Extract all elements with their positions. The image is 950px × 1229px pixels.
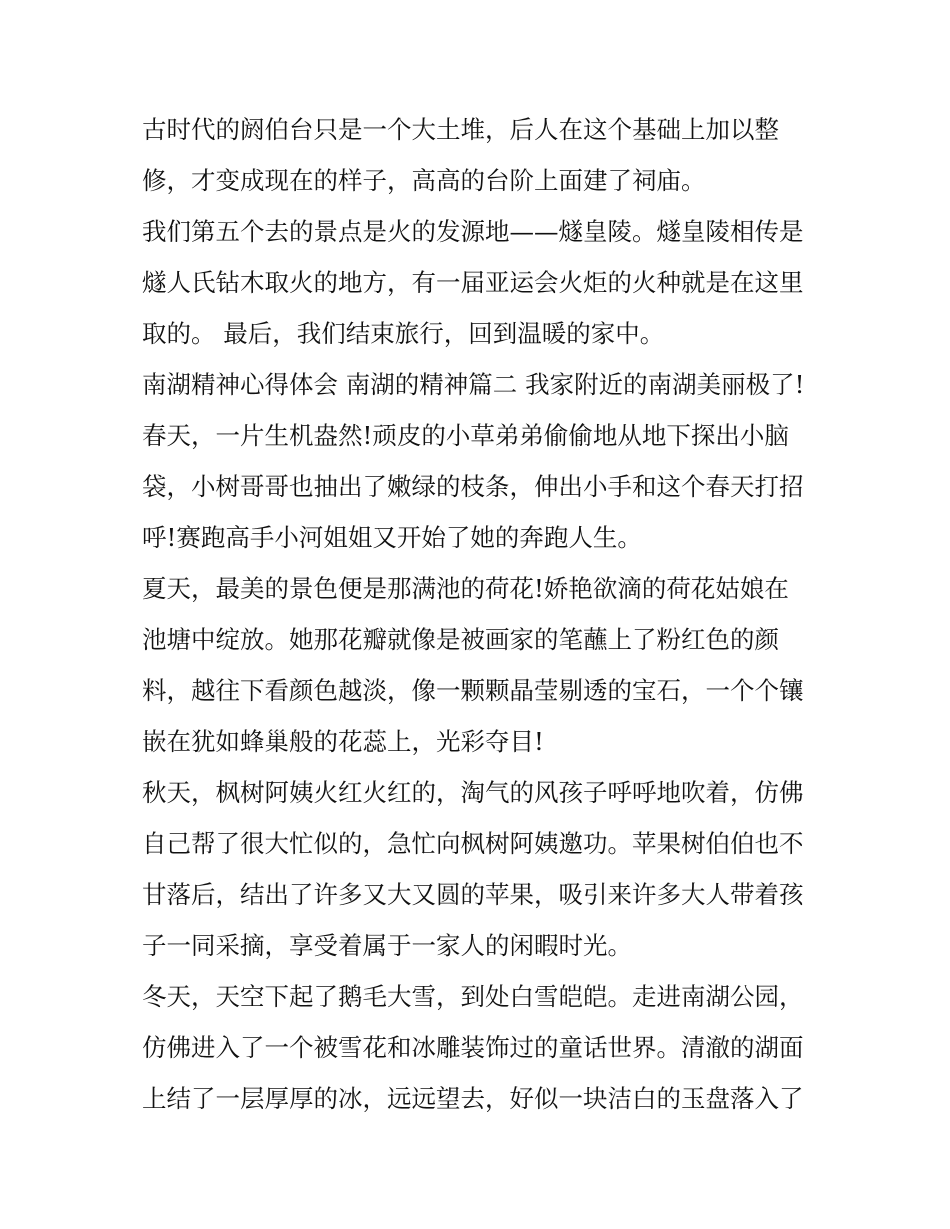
text-line: 呼!赛跑高手小河姐姐又开始了她的奔跑人生。: [142, 523, 642, 552]
text-line: 冬天，天空下起了鹅毛大雪，到处白雪皑皑。走进南湖公园，: [142, 982, 804, 1011]
text-line: 春天，一片生机盎然!顽皮的小草弟弟偷偷地从地下探出小脑: [142, 421, 789, 450]
text-line: 袋，小树哥哥也抽出了嫩绿的枝条，伸出小手和这个春天打招: [142, 472, 804, 501]
document-body: [142, 104, 822, 1124]
text-line: 燧人氏钻木取火的地方，有一届亚运会火炬的火种就是在这里: [142, 268, 804, 297]
text-line: 南湖精神心得体会 南湖的精神篇二 我家附近的南湖美丽极了!: [142, 370, 805, 399]
text-line: 取的。 最后，我们结束旅行，回到温暖的家中。: [142, 319, 665, 348]
text-line: 夏天，最美的景色便是那满池的荷花!娇艳欲滴的荷花姑娘在: [142, 574, 789, 603]
text-line: 我们第五个去的景点是火的发源地——燧皇陵。燧皇陵相传是: [142, 217, 804, 246]
text-line: 古时代的阏伯台只是一个大土堆，后人在这个基础上加以整: [142, 115, 779, 144]
text-line: 上结了一层厚厚的冰，远远望去，好似一块洁白的玉盘落入了: [142, 1084, 804, 1113]
text-line: 子一同采摘，享受着属于一家人的闲暇时光。: [142, 931, 632, 960]
text-line: 修，才变成现在的样子，高高的台阶上面建了祠庙。: [142, 166, 706, 195]
text-line: 秋天，枫树阿姨火红火红的，淘气的风孩子呼呼地吹着，仿佛: [142, 778, 804, 807]
text-line: 池塘中绽放。她那花瓣就像是被画家的笔蘸上了粉红色的颜: [142, 625, 779, 654]
text-line: 料，越往下看颜色越淡，像一颗颗晶莹剔透的宝石，一个个镶: [142, 676, 804, 705]
text-line: 仿佛进入了一个被雪花和冰雕装饰过的童话世界。清澈的湖面: [142, 1033, 804, 1062]
text-line: 甘落后，结出了许多又大又圆的苹果，吸引来许多大人带着孩: [142, 880, 804, 909]
text-line: 嵌在犹如蜂巢般的花蕊上，光彩夺目!: [142, 727, 544, 756]
text-line: 自己帮了很大忙似的，急忙向枫树阿姨邀功。苹果树伯伯也不: [142, 829, 804, 858]
